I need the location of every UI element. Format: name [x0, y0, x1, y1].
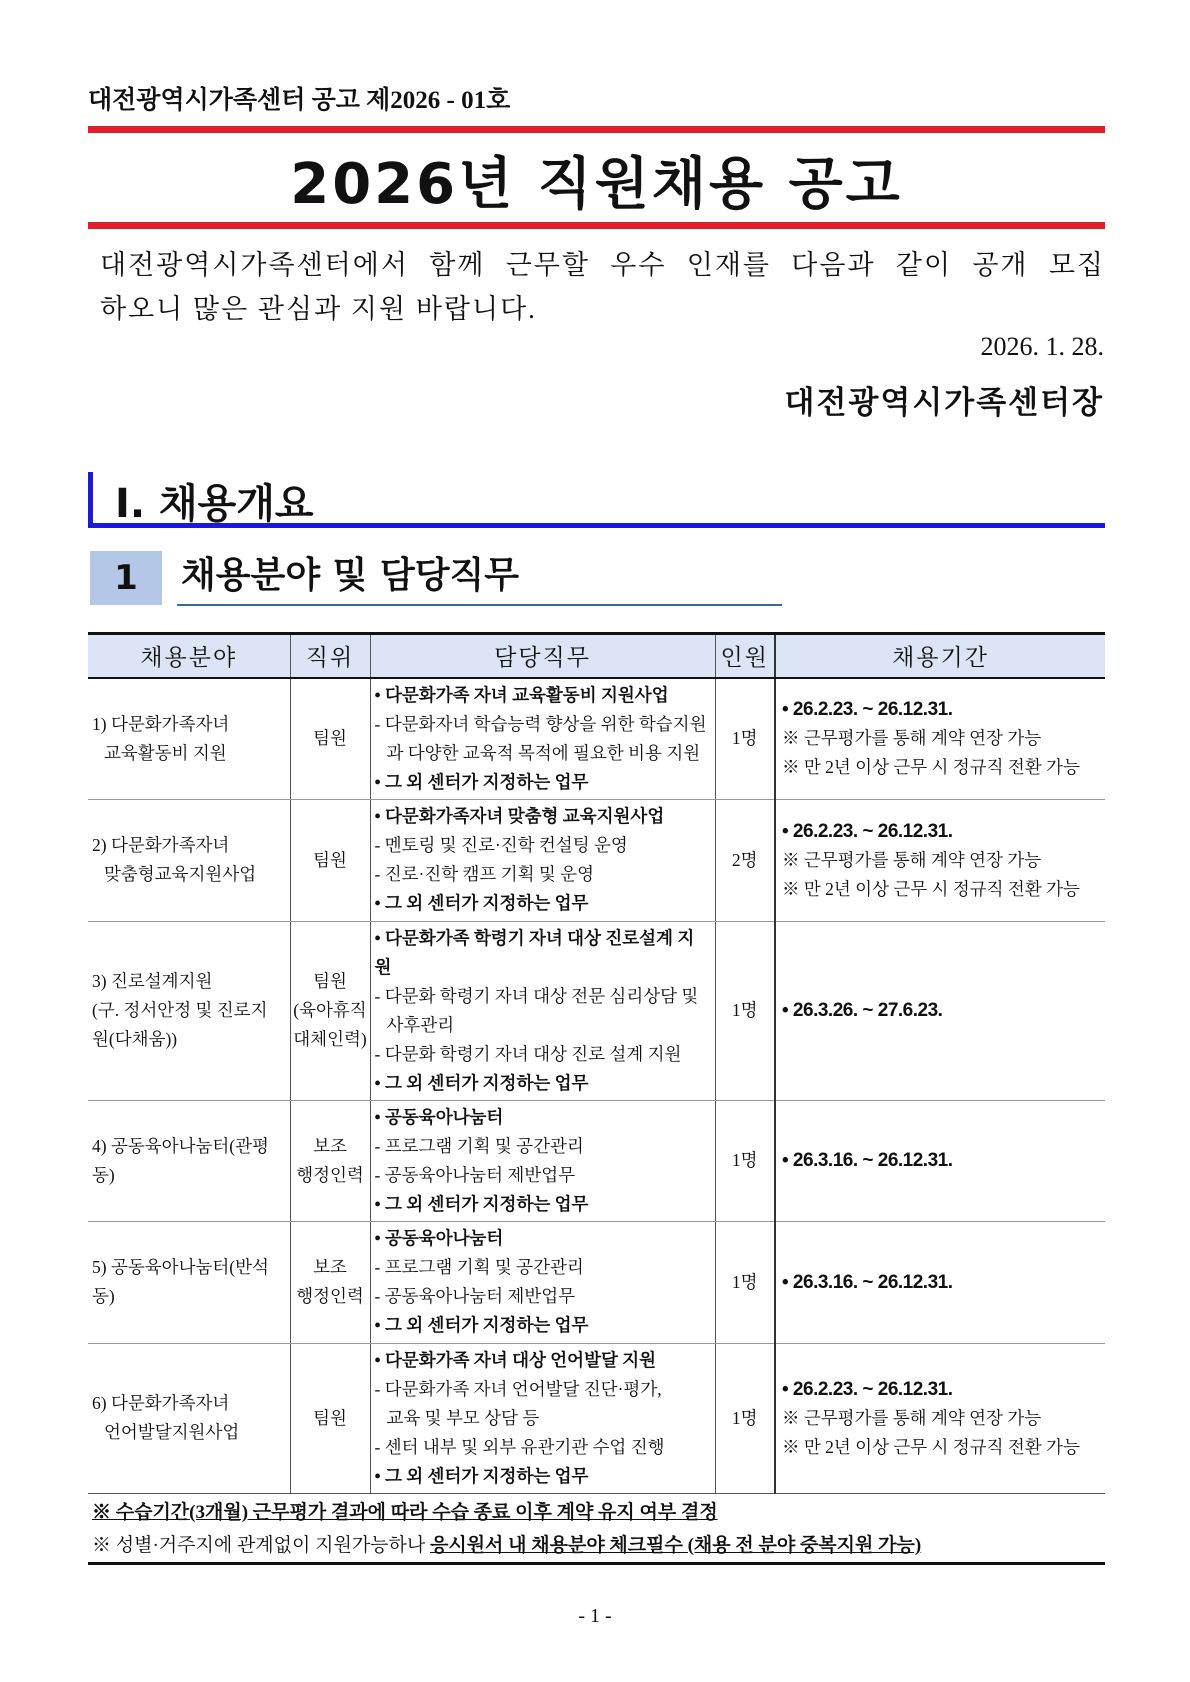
duties-cell [370, 799, 715, 921]
field-text: 4) 공동육아나눔터(관평동) [92, 1135, 269, 1185]
position-text: 행정인력 [296, 1286, 364, 1306]
notice-number: 대전광역시가족센터 공고 제2026 - 01호 [88, 87, 511, 114]
field-cell [88, 799, 290, 921]
table-row [88, 1100, 1105, 1221]
period-cell [775, 921, 1105, 1100]
position-cell [290, 1343, 370, 1493]
position-text: 팀원 [313, 849, 347, 870]
position-text: 보조 [313, 1135, 347, 1156]
table-row [88, 678, 1105, 800]
duty-line: - 다문화가족 자녀 언어발달 진단·평가, [374, 1378, 662, 1399]
position-text: 팀원 [313, 1407, 347, 1428]
duty-line: - 진로·진학 캠프 기획 및 운영 [374, 864, 594, 884]
duties-cell [370, 921, 715, 1100]
subsection-title: 채용분야 및 담당직무 [177, 551, 782, 606]
column-header-count: 인원 [715, 634, 775, 678]
duty-line: - 다문화자녀 학습능력 향상을 위한 학습지원 [374, 713, 707, 734]
duty-line: • 다문화가족 자녀 교육활동비 지원사업 [374, 684, 669, 705]
period-note: ※ 만 2년 이상 근무 시 정규직 전환 가능 [782, 1436, 1080, 1457]
duty-line: • 공동육아나눔터 [374, 1228, 504, 1248]
headcount: 1명 [731, 1407, 758, 1428]
headcount: 1명 [731, 728, 758, 748]
position-text: 팀원 [313, 971, 347, 991]
duty-line: • 다문화가족 학령기 자녀 대상 진로설계 지원 [374, 927, 695, 977]
note-probation: ※ 수습기간(3개월) 근무평가 결과에 따라 수습 종료 이후 계약 유지 여부 결정 [92, 1502, 718, 1523]
period-note: ※ 근무평가를 통해 계약 연장 가능 [782, 849, 1042, 870]
field-cell [88, 1343, 290, 1493]
table-header-row [88, 634, 1105, 678]
duty-line: • 그 외 센터가 지정하는 업무 [374, 1193, 589, 1214]
field-cell [88, 921, 290, 1100]
duty-line: - 다문화 학령기 자녀 대상 전문 심리상담 및 [374, 985, 699, 1006]
position-cell [290, 799, 370, 921]
position-cell [290, 921, 370, 1100]
period-cell [775, 1221, 1105, 1343]
column-header-field: 채용분야 [88, 634, 290, 678]
duties-cell [370, 1100, 715, 1221]
duty-line: • 공동육아나눔터 [374, 1106, 504, 1127]
position-cell [290, 678, 370, 800]
duty-line: • 다문화가족 자녀 대상 언어발달 지원 [374, 1349, 657, 1370]
notice-date: 2026. 1. 28. [980, 332, 1104, 361]
position-text: (육아휴직 [293, 1000, 367, 1020]
intro-line-1: 대전광역시가족센터에서 함께 근무할 우수 인재를 다음과 같이 공개 모집 [100, 250, 1105, 280]
table-row [88, 799, 1105, 921]
field-text: 맞춤형교육지원사업 [104, 864, 257, 884]
red-divider-bottom [88, 222, 1105, 229]
duties-cell [370, 678, 715, 800]
count-cell [715, 799, 775, 921]
position-text: 팀원 [313, 728, 347, 748]
table-row [88, 1221, 1105, 1343]
recruitment-table [88, 632, 1105, 1494]
duty-line: - 센터 내부 및 외부 유관기관 수업 진행 [374, 1436, 665, 1457]
duty-line: - 프로그램 기획 및 공간관리 [374, 1135, 584, 1156]
field-text: 2) 다문화가족자녀 [92, 835, 230, 855]
field-cell [88, 1221, 290, 1343]
red-divider-top [88, 126, 1105, 133]
field-text: 3) 진로설계지원 [92, 971, 213, 991]
position-text: 대체인력) [293, 1029, 367, 1049]
note-application [92, 1530, 921, 1557]
position-text: 보조 [313, 1257, 347, 1277]
duties-cell [370, 1221, 715, 1343]
duty-line: • 그 외 센터가 지정하는 업무 [374, 1315, 589, 1335]
note-application-emphasis: 응시원서 내 채용분야 체크필수 (채용 전 분야 중복지원 가능) [430, 1535, 922, 1556]
headcount: 1명 [731, 1000, 758, 1020]
table-row [88, 1343, 1105, 1493]
duty-line: - 공동육아나눔터 제반업무 [374, 1164, 576, 1185]
field-text: (구. 정서안정 및 진로지 [92, 1000, 268, 1020]
period-cell [775, 678, 1105, 800]
duties-cell [370, 1343, 715, 1493]
column-header-duties: 담당직무 [370, 634, 715, 678]
section-title: Ⅰ. 채용개요 [115, 481, 314, 527]
intro-line-2: 하오니 많은 관심과 지원 바랍니다. [100, 294, 537, 324]
field-text: 5) 공동육아나눔터(반석동) [92, 1257, 269, 1306]
period-note: ※ 만 2년 이상 근무 시 정규직 전환 가능 [782, 757, 1080, 777]
field-text: 6) 다문화가족자녀 [92, 1393, 230, 1413]
employment-period: • 26.2.23. ~ 26.12.31. [782, 699, 953, 720]
period-note: ※ 근무평가를 통해 계약 연장 가능 [782, 1407, 1042, 1428]
section-heading [88, 472, 1105, 528]
field-text: 원(다채움)) [92, 1029, 178, 1049]
headcount: 2명 [731, 849, 758, 870]
field-cell [88, 678, 290, 800]
duty-line: 교육 및 부모 상담 등 [386, 1407, 540, 1428]
duty-line: - 공동육아나눔터 제반업무 [374, 1286, 576, 1306]
duty-line: - 프로그램 기획 및 공간관리 [374, 1257, 584, 1277]
employment-period: • 26.2.23. ~ 26.12.31. [782, 1378, 953, 1400]
count-cell [715, 1221, 775, 1343]
count-cell [715, 1100, 775, 1221]
bottom-divider [88, 1562, 1105, 1565]
headcount: 1명 [731, 1271, 758, 1292]
period-cell [775, 1100, 1105, 1221]
field-text: 1) 다문화가족자녀 [92, 713, 230, 734]
column-header-position: 직위 [290, 634, 370, 678]
count-cell [715, 1343, 775, 1493]
employment-period: • 26.3.26. ~ 27.6.23. [782, 1000, 943, 1021]
duty-line: - 멘토링 및 진로·진학 컨설팅 운영 [374, 835, 628, 855]
subsection-number: 1 [90, 551, 162, 605]
field-cell [88, 1100, 290, 1221]
signer: 대전광역시가족센터장 [784, 385, 1104, 420]
position-cell [290, 1221, 370, 1343]
headcount: 1명 [731, 1150, 758, 1170]
employment-period: • 26.3.16. ~ 26.12.31. [782, 1150, 953, 1171]
note-application-plain: ※ 성별·거주지에 관계없이 지원가능하나 [92, 1535, 430, 1556]
duty-line: • 그 외 센터가 지정하는 업무 [374, 1465, 589, 1486]
field-text: 언어발달지원사업 [104, 1422, 240, 1442]
duty-line: 과 다양한 교육적 목적에 필요한 비용 지원 [386, 742, 701, 763]
period-cell [775, 1343, 1105, 1493]
duty-line: - 다문화 학령기 자녀 대상 진로 설계 지원 [374, 1043, 682, 1064]
position-text: 행정인력 [296, 1164, 364, 1185]
period-cell [775, 799, 1105, 921]
field-text: 교육활동비 지원 [104, 742, 227, 763]
table-row [88, 921, 1105, 1100]
duty-line: 사후관리 [386, 1014, 455, 1035]
period-note: ※ 만 2년 이상 근무 시 정규직 전환 가능 [782, 878, 1080, 899]
duty-line: • 그 외 센터가 지정하는 업무 [374, 771, 589, 792]
duty-line: • 그 외 센터가 지정하는 업무 [374, 893, 589, 913]
employment-period: • 26.3.16. ~ 26.12.31. [782, 1271, 953, 1293]
period-note: ※ 근무평가를 통해 계약 연장 가능 [782, 728, 1042, 748]
count-cell [715, 678, 775, 800]
count-cell [715, 921, 775, 1100]
page-title: 2026년 직원채용 공고 [290, 152, 903, 217]
position-cell [290, 1100, 370, 1221]
duty-line: • 그 외 센터가 지정하는 업무 [374, 1072, 589, 1093]
employment-period: • 26.2.23. ~ 26.12.31. [782, 820, 953, 842]
column-header-period: 채용기간 [775, 634, 1105, 678]
page-number: - 1 - [578, 1605, 612, 1627]
duty-line: • 다문화가족자녀 맞춤형 교육지원사업 [374, 806, 665, 826]
